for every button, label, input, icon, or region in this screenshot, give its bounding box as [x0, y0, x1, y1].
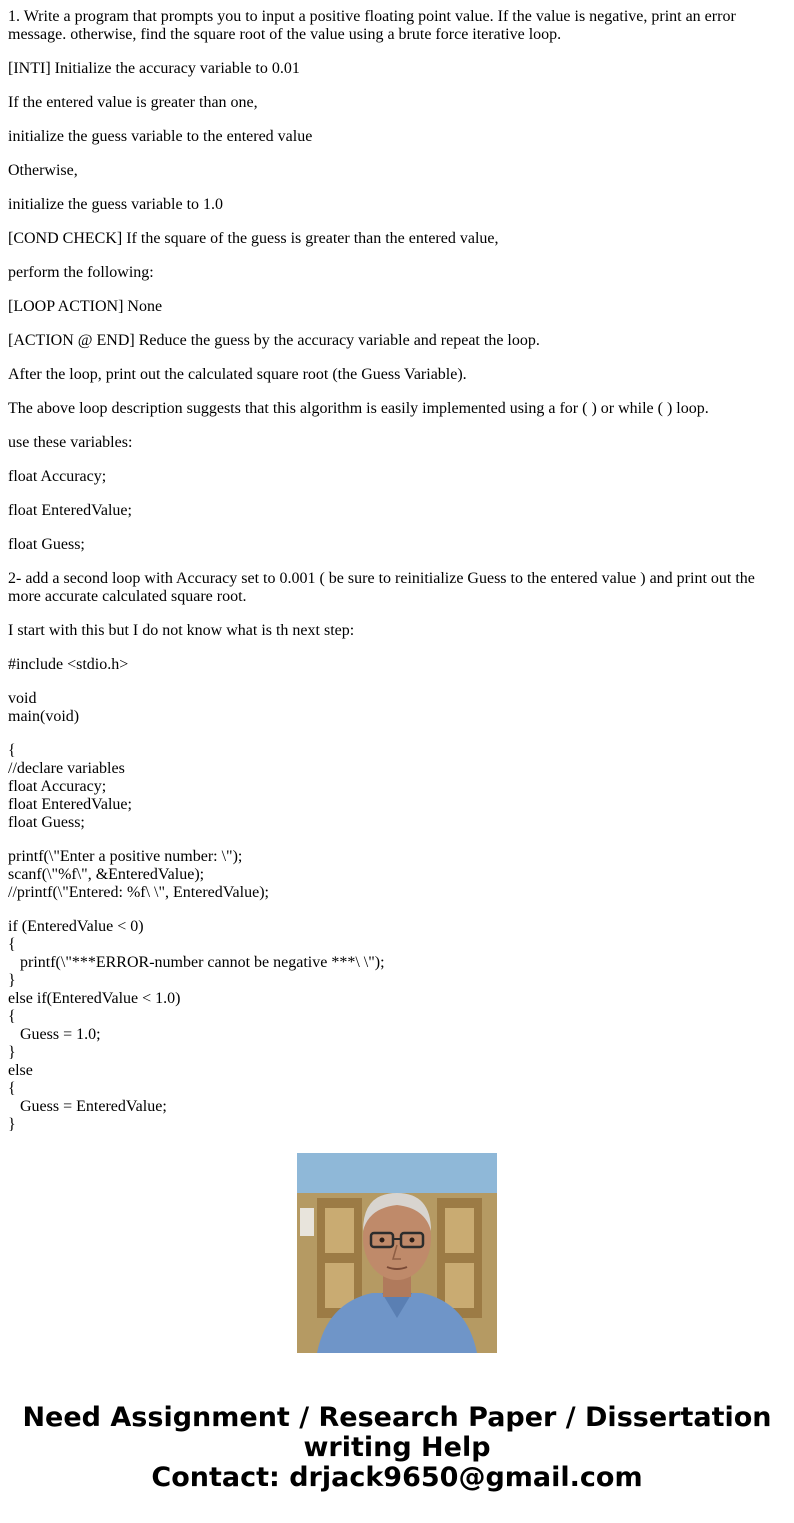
paragraph: float Guess;	[8, 536, 85, 553]
code-include: #include <stdio.h>	[8, 656, 129, 673]
footer-banner	[0, 1403, 794, 1493]
avatar	[297, 1153, 497, 1353]
paragraph: 1. Write a program that prompts you to input a positive floating point value. If the value is negative, print an error message. otherwise, find the square root of the value using a brute force iterative loop.	[8, 8, 740, 43]
question-document	[8, 8, 786, 1133]
paragraph: The above loop description suggests that this algorithm is easily implemented using a for ( ) or while ( ) loop.	[8, 400, 709, 417]
footer-line-2: writing Help	[303, 1432, 491, 1463]
paragraph: initialize the guess variable to the entered value	[8, 128, 313, 145]
code-conditional: if (EnteredValue < 0) { printf(\"***ERROR-number cannot be negative ***\ \"); } else if(EnteredValue < 1.0) { Guess = 1.0; } else { Guess = EnteredValue; }	[8, 918, 385, 1133]
paragraph: use these variables:	[8, 434, 133, 451]
paragraph: initialize the guess variable to 1.0	[8, 196, 224, 213]
paragraph: [INTI] Initialize the accuracy variable to 0.01	[8, 60, 300, 77]
paragraph: [COND CHECK] If the square of the guess is greater than the entered value,	[8, 230, 499, 247]
footer-contact: Contact: drjack9650@gmail.com	[151, 1462, 643, 1493]
code-main-signature: void main(void)	[8, 690, 80, 725]
code-input: printf(\"Enter a positive number: \"); scanf(\"%f\", &EnteredValue); //printf(\"Entered: %f\ \", EnteredValue);	[8, 848, 269, 901]
paragraph: Otherwise,	[8, 162, 78, 179]
paragraph: perform the following:	[8, 264, 154, 281]
paragraph: [LOOP ACTION] None	[8, 298, 163, 315]
code-declarations: { //declare variables float Accuracy; float EnteredValue; float Guess;	[8, 742, 132, 831]
paragraph: 2- add a second loop with Accuracy set to 0.001 ( be sure to reinitialize Guess to the entered value ) and print out the more accurate calculated square root.	[8, 570, 759, 605]
person-portrait-icon	[297, 1153, 497, 1353]
paragraph: [ACTION @ END] Reduce the guess by the accuracy variable and repeat the loop.	[8, 332, 540, 349]
paragraph: If the entered value is greater than one,	[8, 94, 258, 111]
paragraph: I start with this but I do not know what is th next step:	[8, 622, 355, 639]
paragraph: float Accuracy;	[8, 468, 107, 485]
footer-line-1: Need Assignment / Research Paper / Dissertation	[22, 1402, 772, 1433]
paragraph: float EnteredValue;	[8, 502, 132, 519]
paragraph: After the loop, print out the calculated square root (the Guess Variable).	[8, 366, 467, 383]
